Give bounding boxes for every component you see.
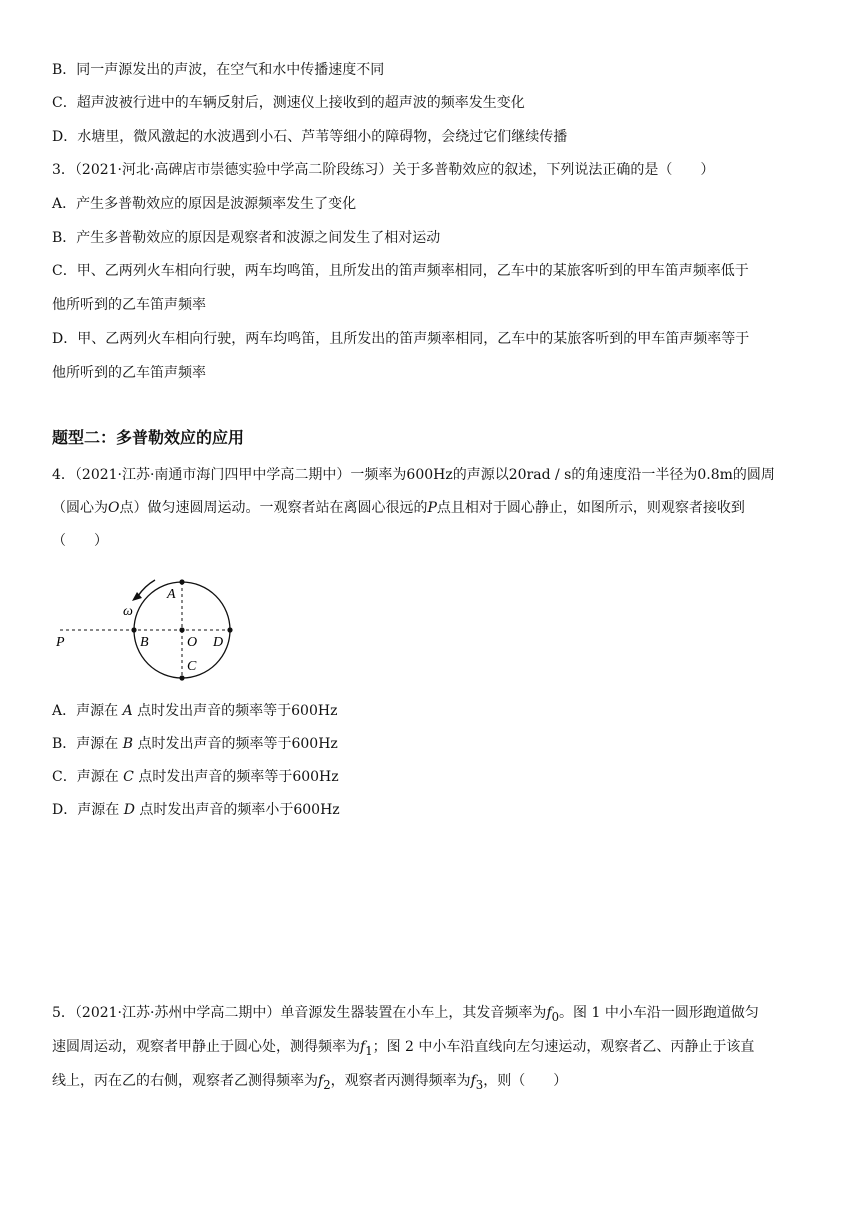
q4-option-a: A．声源在 A 点时发出声音的频率等于600Hz bbox=[52, 703, 338, 719]
q4-stem-line1: 4．（2021·江苏·南通市海门四甲中学高二期中）一频率为600Hz的声源以20rad / s的角速度沿一半径为0.8m的圆周 bbox=[52, 467, 775, 483]
label-o: O bbox=[187, 635, 198, 650]
q2-option-d: D．水塘里，微风激起的水波遇到小石、芦苇等细小的障碍物，会绕过它们继续传播 bbox=[52, 129, 568, 145]
q3-option-a: A．产生多普勒效应的原因是波源频率发生了变化 bbox=[52, 196, 357, 212]
rotation-arrow bbox=[138, 580, 155, 596]
label-c: C bbox=[187, 659, 197, 674]
point-a-dot bbox=[179, 579, 184, 584]
label-b: B bbox=[140, 635, 149, 650]
q3-option-d-line2: 他所听到的乙车笛声频率 bbox=[52, 365, 206, 381]
point-o-dot bbox=[179, 627, 184, 632]
label-a: A bbox=[167, 587, 176, 602]
q3-option-d-line1: D．甲、乙两列火车相向行驶，两车均鸣笛，且所发出的笛声频率相同，乙车中的某旅客听到的甲车笛声频率等于 bbox=[52, 331, 750, 347]
q5-stem-line1: 5．（2021·江苏·苏州中学高二期中）单音源发生器装置在小车上，其发音频率为$f_0$。图 1 中小车沿一圆形跑道做匀 bbox=[52, 1005, 759, 1024]
q4-stem-line2: （圆心为O点）做匀速圆周运动。一观察者站在离圆心很远的P点且相对于圆心静止，如图所示，则观察者接收到 bbox=[52, 500, 745, 516]
label-omega: ω bbox=[123, 604, 133, 619]
q5-stem-line2: 速圆周运动，观察者甲静止于圆心处，测得频率为$f_1$；图 2 中小车沿直线向左匀速运动，观察者乙、丙静止于该直 bbox=[52, 1039, 755, 1058]
label-p: P bbox=[56, 635, 65, 650]
section-heading: 题型二：多普勒效应的应用 bbox=[52, 428, 245, 447]
point-d-dot bbox=[227, 627, 232, 632]
point-b-dot bbox=[131, 627, 136, 632]
point-c-dot bbox=[179, 675, 184, 680]
q4-stem-line3: （ ） bbox=[52, 533, 108, 549]
q2-option-c: C．超声波被行进中的车辆反射后，测速仪上接收到的超声波的频率发生变化 bbox=[52, 95, 525, 111]
q4-option-c: C．声源在 C 点时发出声音的频率等于600Hz bbox=[52, 769, 339, 785]
q4-option-d: D．声源在 D 点时发出声音的频率小于600Hz bbox=[52, 802, 340, 818]
q4-option-b: B．声源在 B 点时发出声音的频率等于600Hz bbox=[52, 736, 338, 752]
q3-stem: 3．（2021·河北·高碑店市崇德实验中学高二阶段练习）关于多普勒效应的叙述，下列说法正确的是（ ） bbox=[52, 162, 715, 178]
q5-stem-line3: 线上，丙在乙的右侧，观察者乙测得频率为$f_2$，观察者丙测得频率为$f_3$，则（ ） bbox=[52, 1073, 568, 1092]
q3-option-b: B．产生多普勒效应的原因是观察者和波源之间发生了相对运动 bbox=[52, 230, 441, 246]
label-d: D bbox=[213, 635, 224, 650]
q2-option-b: B．同一声源发出的声波，在空气和水中传播速度不同 bbox=[52, 62, 385, 78]
q3-option-c-line2: 他所听到的乙车笛声频率 bbox=[52, 297, 206, 313]
circular-motion-diagram bbox=[40, 568, 260, 690]
q3-option-c-line1: C．甲、乙两列火车相向行驶，两车均鸣笛，且所发出的笛声频率相同，乙车中的某旅客听到的甲车笛声频率低于 bbox=[52, 263, 749, 279]
